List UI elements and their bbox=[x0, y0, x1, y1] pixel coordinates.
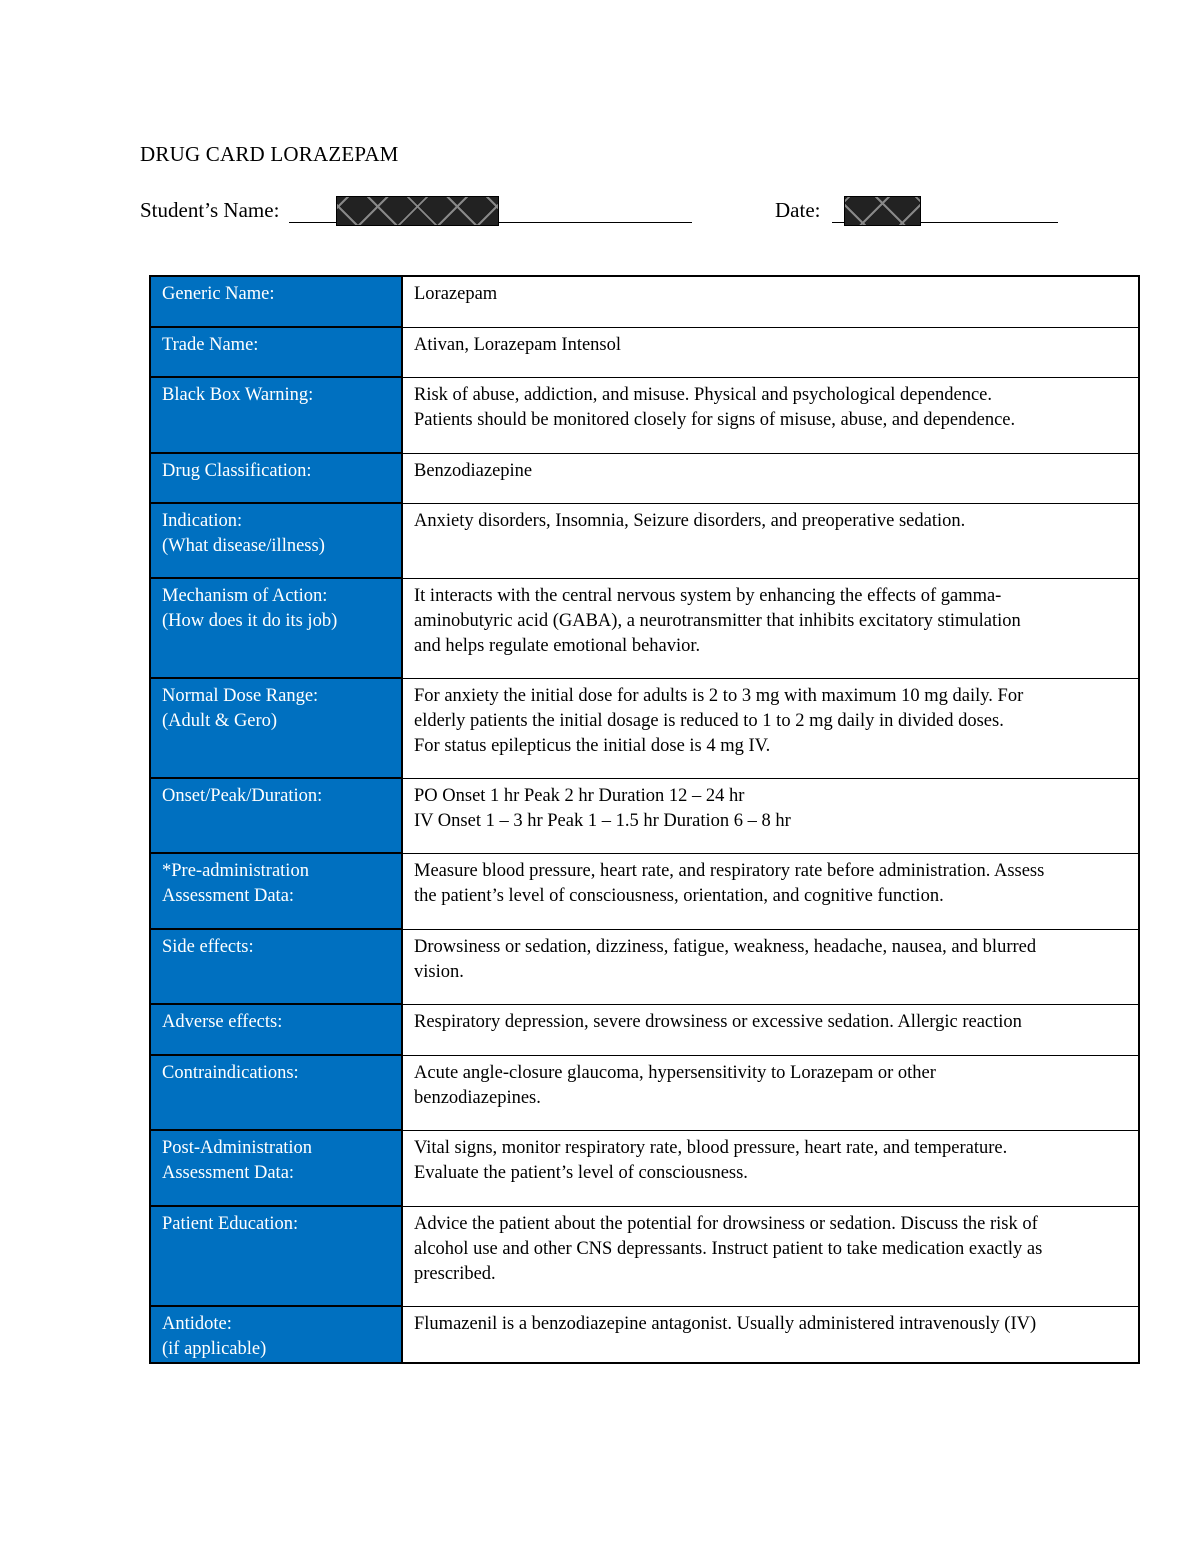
row-value-line: It interacts with the central nervous system by enhancing the effects of gamma- bbox=[414, 585, 1002, 606]
table-row bbox=[150, 377, 1139, 453]
row-label bbox=[150, 1004, 402, 1055]
row-label bbox=[150, 503, 402, 578]
row-label-line: Trade Name: bbox=[162, 335, 259, 355]
row-label-line: *Pre-administration bbox=[162, 861, 309, 881]
row-value-line: IV Onset 1 – 3 hr Peak 1 – 1.5 hr Duration 6 – 8 hr bbox=[414, 810, 791, 831]
row-label bbox=[150, 276, 402, 327]
table-row bbox=[150, 578, 1139, 678]
row-value-line: the patient’s level of consciousness, orientation, and cognitive function. bbox=[414, 885, 944, 906]
table-row bbox=[150, 1004, 1139, 1055]
row-value bbox=[402, 853, 1139, 929]
row-label-line: (Adult & Gero) bbox=[162, 711, 278, 731]
row-label-line: Patient Education: bbox=[162, 1214, 299, 1234]
row-label bbox=[150, 377, 402, 453]
row-value bbox=[402, 453, 1139, 503]
row-label-line: Generic Name: bbox=[162, 284, 275, 304]
table-row bbox=[150, 1130, 1139, 1206]
row-value-line: Advice the patient about the potential for drowsiness or sedation. Discuss the risk of bbox=[414, 1213, 1038, 1234]
row-value bbox=[402, 1130, 1139, 1206]
row-value-line: Evaluate the patient’s level of consciousness. bbox=[414, 1162, 748, 1183]
student-name-label: Student’s Name: bbox=[140, 198, 280, 222]
table-row bbox=[150, 1055, 1139, 1130]
row-label bbox=[150, 1206, 402, 1306]
table-row bbox=[150, 853, 1139, 929]
row-value-line: benzodiazepines. bbox=[414, 1087, 541, 1108]
table-row bbox=[150, 453, 1139, 503]
row-label-line: Side effects: bbox=[162, 937, 254, 957]
row-label bbox=[150, 1055, 402, 1130]
row-label-line: Drug Classification: bbox=[162, 461, 312, 481]
document-title: DRUG CARD LORAZEPAM bbox=[140, 142, 399, 166]
row-value bbox=[402, 1206, 1139, 1306]
row-label-line: Onset/Peak/Duration: bbox=[162, 786, 323, 806]
row-value bbox=[402, 929, 1139, 1004]
row-label bbox=[150, 327, 402, 377]
row-value bbox=[402, 377, 1139, 453]
row-value-line: Anxiety disorders, Insomnia, Seizure disorders, and preoperative sedation. bbox=[414, 510, 966, 531]
row-label-line: Assessment Data: bbox=[162, 1163, 295, 1183]
row-value-line: prescribed. bbox=[414, 1263, 496, 1284]
row-label-line: Post-Administration bbox=[162, 1138, 313, 1158]
row-value-line: For anxiety the initial dose for adults is 2 to 3 mg with maximum 10 mg daily. For bbox=[414, 685, 1024, 706]
row-label bbox=[150, 929, 402, 1004]
row-label-line: (if applicable) bbox=[162, 1339, 267, 1359]
row-value bbox=[402, 1306, 1139, 1363]
row-value-line: vision. bbox=[414, 961, 464, 982]
date-label: Date: bbox=[775, 198, 821, 222]
table-row bbox=[150, 1206, 1139, 1306]
row-value-line: Patients should be monitored closely for signs of misuse, abuse, and dependence. bbox=[414, 409, 1016, 430]
student-name-blank bbox=[289, 196, 692, 223]
table-row bbox=[150, 678, 1139, 778]
date-blank bbox=[832, 196, 1058, 223]
row-label bbox=[150, 1306, 402, 1363]
row-label-line: (How does it do its job) bbox=[162, 611, 338, 631]
row-value bbox=[402, 578, 1139, 678]
row-label bbox=[150, 778, 402, 853]
row-label-line: Contraindications: bbox=[162, 1063, 299, 1083]
row-value-line: Respiratory depression, severe drowsiness or excessive sedation. Allergic reaction bbox=[414, 1011, 1022, 1032]
row-label-line: Black Box Warning: bbox=[162, 385, 314, 405]
row-label bbox=[150, 578, 402, 678]
date-line bbox=[775, 196, 1058, 226]
row-value-line: and helps regulate emotional behavior. bbox=[414, 635, 701, 656]
row-value bbox=[402, 503, 1139, 578]
row-label bbox=[150, 678, 402, 778]
row-label bbox=[150, 1130, 402, 1206]
row-value-line: Drowsiness or sedation, dizziness, fatigue, weakness, headache, nausea, and blurred bbox=[414, 936, 1037, 957]
row-value-line: alcohol use and other CNS depressants. Instruct patient to take medication exactly as bbox=[414, 1238, 1043, 1259]
table-row bbox=[150, 929, 1139, 1004]
row-value-line: Measure blood pressure, heart rate, and respiratory rate before administration. Assess bbox=[414, 860, 1045, 881]
row-value-line: Lorazepam bbox=[414, 284, 498, 304]
row-value-line: Flumazenil is a benzodiazepine antagonist. Usually administered intravenously (IV) bbox=[414, 1313, 1037, 1334]
row-value bbox=[402, 778, 1139, 853]
row-label-line: Indication: bbox=[162, 511, 243, 531]
student-name-line bbox=[140, 196, 692, 226]
row-value-line: Risk of abuse, addiction, and misuse. Physical and psychological dependence. bbox=[414, 384, 992, 405]
row-value bbox=[402, 327, 1139, 377]
table-row bbox=[150, 276, 1139, 327]
row-label bbox=[150, 853, 402, 929]
table-row bbox=[150, 327, 1139, 377]
row-value bbox=[402, 276, 1139, 327]
row-label-line: Adverse effects: bbox=[162, 1012, 283, 1032]
row-label-line: Assessment Data: bbox=[162, 886, 295, 906]
row-label bbox=[150, 453, 402, 503]
table-row bbox=[150, 778, 1139, 853]
table-row bbox=[150, 1306, 1139, 1363]
row-value-line: Benzodiazepine bbox=[414, 460, 533, 481]
row-value-line: Vital signs, monitor respiratory rate, blood pressure, heart rate, and temperature. bbox=[414, 1137, 1008, 1158]
row-value-line: PO Onset 1 hr Peak 2 hr Duration 12 – 24 hr bbox=[414, 785, 745, 806]
row-value-line: elderly patients the initial dosage is reduced to 1 to 2 mg daily in divided doses. bbox=[414, 710, 1004, 731]
row-value-line: Ativan, Lorazepam Intensol bbox=[414, 334, 622, 355]
row-value-line: For status epilepticus the initial dose is 4 mg IV. bbox=[414, 735, 771, 756]
row-value bbox=[402, 1055, 1139, 1130]
row-value-line: aminobutyric acid (GABA), a neurotransmitter that inhibits excitatory stimulation bbox=[414, 610, 1021, 631]
redaction-mark bbox=[336, 196, 499, 226]
row-value bbox=[402, 1004, 1139, 1055]
table-row bbox=[150, 503, 1139, 578]
row-label-line: Normal Dose Range: bbox=[162, 686, 319, 706]
redaction-mark bbox=[844, 196, 921, 226]
drug-card-table bbox=[149, 275, 1140, 1364]
row-value-line: Acute angle-closure glaucoma, hypersensitivity to Lorazepam or other bbox=[414, 1062, 936, 1083]
row-label-line: (What disease/illness) bbox=[162, 536, 325, 556]
row-value bbox=[402, 678, 1139, 778]
row-label-line: Antidote: bbox=[162, 1314, 232, 1334]
row-label-line: Mechanism of Action: bbox=[162, 586, 328, 606]
